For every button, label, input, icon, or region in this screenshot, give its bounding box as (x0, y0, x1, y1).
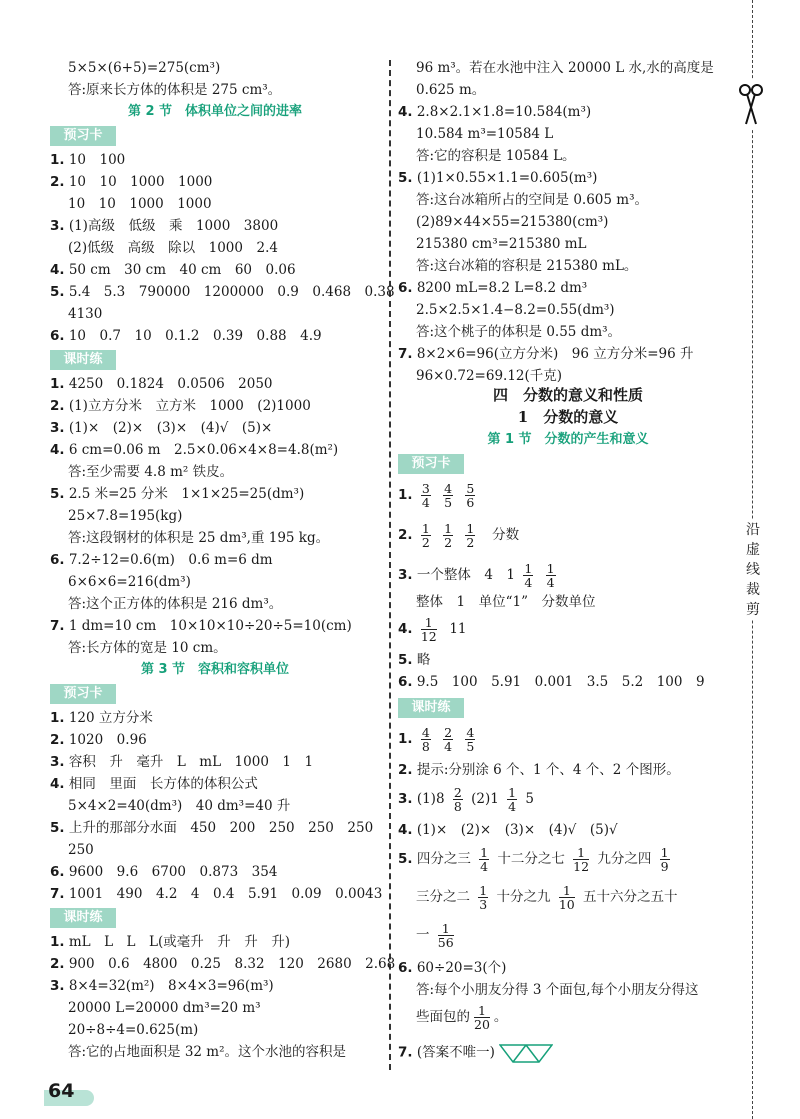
text-line: 答:每个小朋友分得 3 个面包,每个小朋友分得这 (416, 982, 699, 998)
answer-item: 5. 四分之三 $\frac{1}{4}$ 十二分之七 $\frac{1}{12}$ 九分之四 $\frac{1}{9}$ (398, 845, 669, 874)
badge-practice: 课时练 (398, 698, 464, 718)
answer-item: 5. 略 (398, 652, 431, 668)
text-line: 96×0.72=69.12(千克) (416, 368, 563, 384)
answer-item: 1. $\frac{3}{4}$ $\frac{4}{5}$ $\frac{5}{6}$ (398, 481, 475, 510)
fraction: $\frac{1}{4}$ (546, 561, 555, 590)
text-line: 10.584 m³=10584 L (416, 126, 554, 142)
cut-instruction: 沿虚线裁剪 (746, 522, 760, 618)
badge-practice: 课时练 (50, 908, 116, 928)
fraction: $\frac{1}{3}$ (479, 883, 488, 912)
text-line: 些面包的 $\frac{1}{20}$ 。 (416, 1003, 508, 1032)
text-line: 0.625 m。 (416, 82, 486, 98)
answer-item: 4. 2.8×2.1×1.8=10.584(m³) (398, 104, 592, 120)
text-line: 答:原来长方体的体积是 275 cm³。 (68, 82, 282, 98)
text-line: 215380 cm³=215380 mL (416, 236, 587, 252)
answer-item: 7. 1 dm=10 cm 10×10×10÷20÷5=10(cm) (50, 618, 352, 634)
answer-item: 6. 10 0.7 10 0.1.2 0.39 0.88 4.9 (50, 328, 322, 344)
fraction: $\frac{1}{2}$ (421, 521, 430, 550)
answer-item: 5. 5.4 5.3 790000 1200000 0.9 0.468 0.38 (50, 284, 395, 300)
fraction: $\frac{1}{4}$ (480, 845, 489, 874)
answer-item: 5. (1)1×0.55×1.1=0.605(m³) (398, 170, 598, 186)
fraction: $\frac{1}{10}$ (558, 883, 575, 912)
text-line: 250 (68, 842, 94, 858)
page-number: 64 (48, 1080, 75, 1102)
text-line: 20000 L=20000 dm³=20 m³ (68, 1000, 261, 1016)
fraction: $\frac{1}{20}$ (474, 1003, 490, 1032)
answer-item: 6. 9600 9.6 6700 0.873 354 (50, 864, 278, 880)
text-line: (2)89×44×55=215380(cm³) (416, 214, 609, 230)
fraction: $\frac{1}{2}$ (444, 521, 453, 550)
text-line: 答:长方体的宽是 10 cm。 (68, 640, 227, 656)
answer-item: 6. 9.5 100 5.91 0.001 3.5 5.2 100 9 (398, 674, 705, 690)
answer-item: 5. 上升的那部分水面 450 200 250 250 250 (50, 820, 374, 836)
answer-item: 1. $\frac{4}{8}$ $\frac{2}{4}$ $\frac{4}{5}$ (398, 725, 475, 754)
text-line: 答:这台冰箱所占的空间是 0.605 m³。 (416, 192, 648, 208)
text-line: 三分之二 $\frac{1}{3}$ 十分之九 $\frac{1}{10}$ 五十六分之五十 (416, 883, 678, 912)
text-line: (2)低级 高级 除以 1000 2.4 (68, 240, 278, 256)
answer-item: 2. $\frac{1}{2}$ $\frac{1}{2}$ $\frac{1}{2}$ 分数 (398, 521, 520, 550)
text-line: 20÷8÷4=0.625(m) (68, 1022, 199, 1038)
fraction: $\frac{2}{8}$ (453, 785, 462, 814)
answer-item: 1. 10 100 (50, 152, 126, 168)
answer-item: 6. 60÷20=3(个) (398, 960, 507, 976)
answer-item: 3. 8×4=32(m²) 8×4×3=96(m³) (50, 978, 274, 994)
answer-item: 7. 1001 490 4.2 4 0.4 5.91 0.09 0.0043 (50, 886, 383, 902)
fraction: $\frac{1}{4}$ (524, 561, 533, 590)
section-title: 第 1 节 分数的产生和意义 (487, 432, 649, 447)
text-line: 答:这台冰箱的容积是 215380 mL。 (416, 258, 638, 274)
text-line: 答:这段钢材的体积是 25 dm³,重 195 kg。 (68, 530, 330, 546)
answer-item: 6. 7.2÷12=0.6(m) 0.6 m=6 dm (50, 552, 273, 568)
fraction: $\frac{1}{56}$ (437, 921, 454, 950)
answer-item: 3. (1)8 $\frac{2}{8}$ (2)1 $\frac{1}{4}$ 5 (398, 785, 534, 814)
answer-item: 1. mL L L L(或毫升 升 升 升) (50, 934, 291, 950)
badge-preview: 预习卡 (398, 454, 464, 474)
answer-item: 7. 8×2×6=96(立方分米) 96 立方分米=96 升 (398, 346, 694, 362)
badge-preview: 预习卡 (50, 126, 116, 146)
answer-item: 1. 120 立方分米 (50, 710, 153, 726)
fraction: $\frac{1}{2}$ (466, 521, 475, 550)
answer-item: 2. 提示:分别涂 6 个、1 个、4 个、2 个图形。 (398, 762, 680, 778)
answer-item: 3. (1)× (2)× (3)× (4)√ (5)× (50, 420, 273, 436)
answer-item: 1. 4250 0.1824 0.0506 2050 (50, 376, 273, 392)
fraction: $\frac{1}{4}$ (508, 785, 517, 814)
badge-preview: 预习卡 (50, 684, 116, 704)
answer-item: 2. (1)立方分米 立方米 1000 (2)1000 (50, 398, 311, 414)
text-line: 答:这个桃子的体积是 0.55 dm³。 (416, 324, 622, 340)
fraction: $\frac{2}{4}$ (444, 725, 453, 754)
text-line: 整体 1 单位“1” 分数单位 (416, 594, 596, 610)
answer-item: 5. 2.5 米=25 分米 1×1×25=25(dm³) (50, 486, 305, 502)
section-title: 第 2 节 体积单位之间的进率 (127, 104, 303, 119)
text-line: 答:它的容积是 10584 L。 (416, 148, 576, 164)
chapter-title: 四 分数的意义和性质 (492, 386, 643, 404)
answer-item: 2. 1020 0.96 (50, 732, 147, 748)
column-divider (389, 60, 391, 1070)
answer-item: 4. 相同 里面 长方体的体积公式 (50, 776, 258, 792)
badge-practice: 课时练 (50, 350, 116, 370)
fraction: $\frac{1}{12}$ (420, 615, 437, 644)
fraction: $\frac{1}{12}$ (573, 845, 590, 874)
unit-title: 1 分数的意义 (517, 408, 619, 426)
answer-item: 4. 50 cm 30 cm 40 cm 60 0.06 (50, 262, 296, 278)
text-line: 2.5×2.5×1.4−8.2=0.55(dm³) (416, 302, 615, 318)
fraction: $\frac{1}{9}$ (660, 845, 669, 874)
triangles-figure (499, 1042, 553, 1064)
text-line: 25×7.8=195(kg) (68, 508, 183, 524)
fraction: $\frac{5}{6}$ (466, 481, 475, 510)
fraction: $\frac{4}{5}$ (466, 725, 475, 754)
text-line: 答:这个正方体的体积是 216 dm³。 (68, 596, 283, 612)
text-line: 答:它的占地面积是 32 m²。这个水池的容积是 (68, 1044, 347, 1060)
answer-item: 7. (答案不唯一) (398, 1042, 553, 1064)
text-line: 答:至少需要 4.8 m² 铁皮。 (68, 464, 234, 480)
text-line: 4130 (68, 306, 103, 322)
text-line: 一 $\frac{1}{56}$ (416, 921, 454, 950)
text-line: 5×5×(6+5)=275(cm³) (68, 60, 221, 76)
text-line: 6×6×6=216(dm³) (68, 574, 191, 590)
answer-item: 6. 8200 mL=8.2 L=8.2 dm³ (398, 280, 588, 296)
answer-item: 4. (1)× (2)× (3)× (4)√ (5)√ (398, 822, 618, 838)
text-line: 10 10 1000 1000 (68, 196, 212, 212)
scissors-icon (736, 80, 766, 130)
answer-item: 4. $\frac{1}{12}$ 11 (398, 615, 467, 644)
text-line: 96 m³。若在水池中注入 20000 L 水,水的高度是 (416, 60, 714, 76)
fraction: $\frac{4}{8}$ (421, 725, 430, 754)
answer-item: 4. 6 cm=0.06 m 2.5×0.06×4×8=4.8(m²) (50, 442, 339, 458)
answer-item: 2. 900 0.6 4800 0.25 8.32 120 2680 2.68 (50, 956, 396, 972)
answer-item: 2. 10 10 1000 1000 (50, 174, 213, 190)
answer-item: 3. 一个整体 4 1 $\frac{1}{4}$ $\frac{1}{4}$ (398, 561, 555, 590)
answer-item: 3. (1)高级 低级 乘 1000 3800 (50, 218, 279, 234)
section-title: 第 3 节 容积和容积单位 (140, 662, 290, 677)
answer-item: 3. 容积 升 毫升 L mL 1000 1 1 (50, 754, 314, 770)
fraction: $\frac{4}{5}$ (444, 481, 453, 510)
text-line: 5×4×2=40(dm³) 40 dm³=40 升 (68, 798, 291, 814)
fraction: $\frac{3}{4}$ (421, 481, 430, 510)
